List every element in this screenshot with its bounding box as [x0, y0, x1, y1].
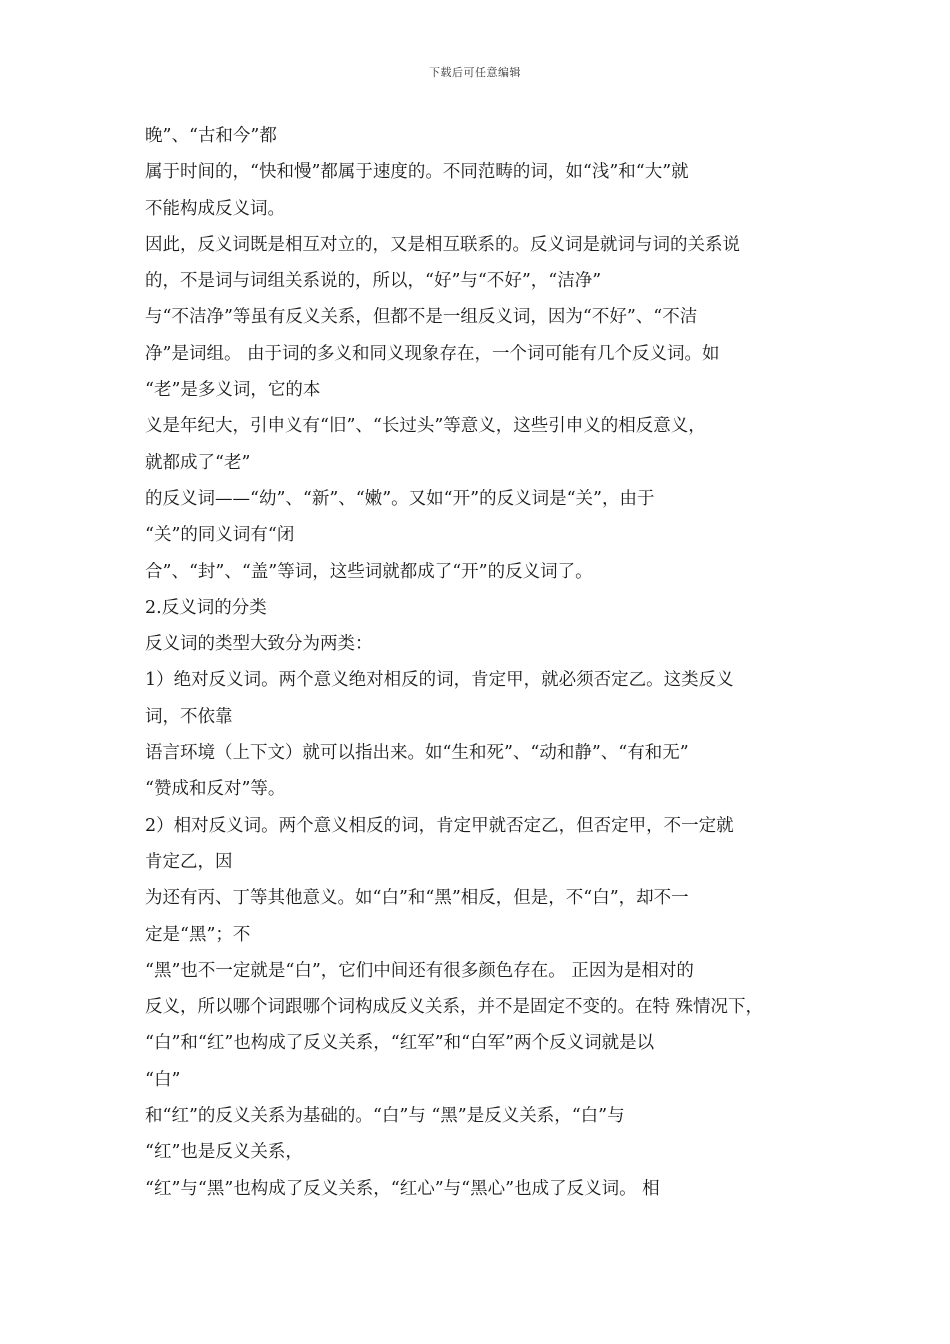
- text-line: 词，不依靠: [145, 706, 233, 727]
- text-line: 肯定乙，因: [145, 851, 233, 872]
- text-line: 就都成了“老”: [145, 452, 251, 473]
- text-line: 属于时间的，“快和慢”都属于速度的。不同范畴的词，如“浅”和“大”就: [145, 162, 689, 183]
- text-line: 因此，反义词既是相互对立的，又是相互联系的。反义词是就词与词的关系说: [145, 234, 740, 255]
- text-line: 1）绝对反义词。两个意义绝对相反的词，肯定甲，就必须否定乙。这类反义: [145, 670, 734, 691]
- text-line: 反义，所以哪个词跟哪个词构成反义关系，并不是固定不变的。在特 殊情况下，: [145, 997, 764, 1018]
- text-line: 净”是词组。 由于词的多义和同义现象存在，一个词可能有几个反义词。如: [145, 343, 720, 364]
- text-line: 与“不洁净”等虽有反义关系，但都不是一组反义词，因为“不好”、“不洁: [145, 307, 698, 328]
- text-line: “白”和“红”也构成了反义关系，“红军”和“白军”两个反义词就是以: [145, 1033, 655, 1054]
- text-line: “白”: [145, 1069, 181, 1090]
- text-line: 2）相对反义词。两个意义相反的词，肯定甲就否定乙，但否定甲，不一定就: [145, 815, 734, 836]
- text-line: “赞成和反对”等。: [145, 779, 286, 800]
- page-header: 下载后可任意编辑: [429, 66, 521, 79]
- text-line: 的反义词——“幼”、“新”、“嫩”。又如“开”的反义词是“关”，由于: [145, 488, 655, 509]
- section-heading: 2.反义词的分类: [145, 597, 267, 618]
- text-line: 晚”、“古和今”都: [145, 126, 277, 146]
- text-line: 为还有丙、丁等其他意义。如“白”和“黑”相反，但是，不“白”，却不一: [145, 888, 689, 909]
- text-line: 和“红”的反义关系为基础的。“白”与 “黑”是反义关系，“白”与: [145, 1106, 625, 1127]
- text-line: 合”、“封”、“盖”等词，这些词就都成了“开”的反义词了。: [145, 561, 593, 582]
- text-line: 定是“黑”；不: [145, 924, 251, 945]
- text-line: “老”是多义词，它的本: [145, 380, 321, 401]
- text-line: 不能构成反义词。: [145, 198, 285, 219]
- text-line: “关”的同义词有“闭: [145, 525, 295, 546]
- text-line: 语言环境（上下文）就可以指出来。如“生和死”、“动和静”、“有和无”: [145, 743, 689, 764]
- document-body: [145, 118, 815, 1207]
- text-line: 反义词的类型大致分为两类：: [145, 634, 373, 655]
- text-line: “红”与“黑”也构成了反义关系，“红心”与“黑心”也成了反义词。 相: [145, 1178, 660, 1199]
- text-line: “黑”也不一定就是“白”，它们中间还有很多颜色存在。 正因为是相对的: [145, 960, 694, 981]
- text-line: “红”也是反义关系，: [145, 1142, 303, 1163]
- text-line: 义是年纪大，引申义有“旧”、“长过头”等意义，这些引申义的相反意义，: [145, 416, 706, 437]
- text-line: 的，不是词与词组关系说的，所以，“好”与“不好”，“洁净”: [145, 271, 602, 292]
